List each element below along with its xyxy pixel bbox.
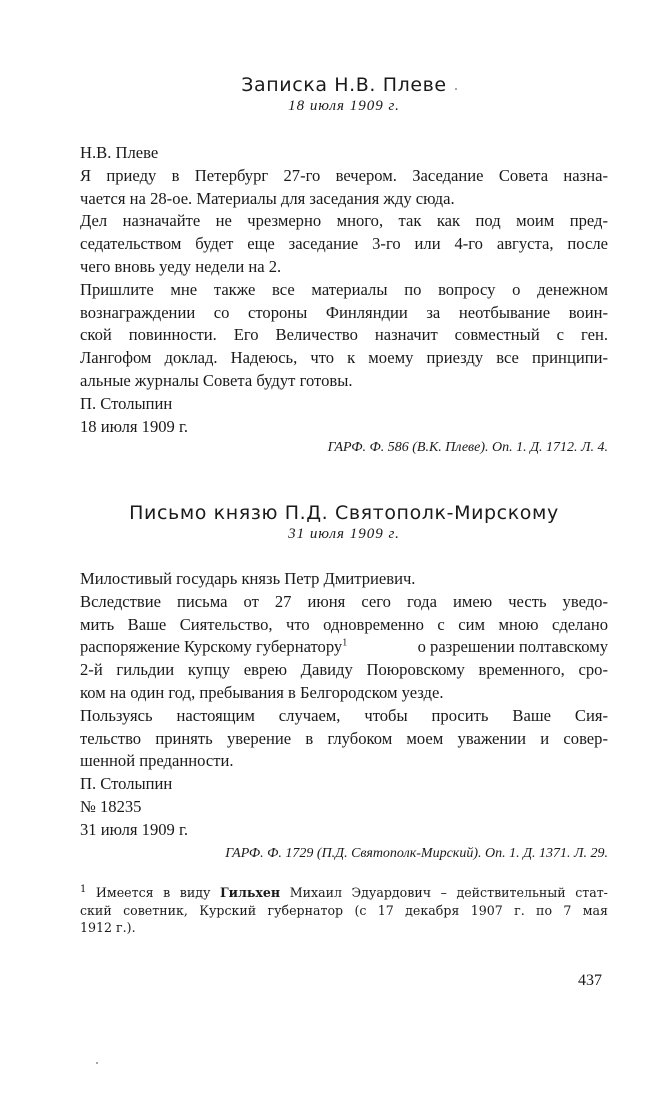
doc2-title: Письмо князю П.Д. Святополк-Мирскому (129, 502, 559, 524)
doc2-line-text: распоряжение Курскому губернатору (80, 637, 343, 657)
footnote-line (80, 884, 608, 902)
scan-speck (455, 88, 457, 90)
doc1-heading (80, 74, 608, 115)
doc2-line: мить Ваше Сиятельство, что одновременно с сим мною сделано (80, 614, 608, 634)
doc1-date: 18 июля 1909 г. (288, 98, 400, 114)
doc2-body (80, 568, 608, 842)
doc1-signature: П. Столыпин (80, 393, 173, 413)
doc1-sign-date: 18 июля 1909 г. (80, 416, 189, 436)
footnote-ref[interactable]: 1 (342, 637, 348, 649)
footnote-line: 1912 г.). (80, 920, 136, 935)
doc2-number: № 18235 (80, 796, 142, 816)
doc2-line-with-footnote (80, 636, 608, 659)
footnote-name: Гильхен (219, 885, 281, 900)
doc1-title: Записка Н.В. Плеве (241, 74, 447, 96)
doc1-addressee: Н.В. Плеве (80, 143, 159, 162)
doc1-source: ГАРФ. Ф. 586 (В.К. Плеве). Оп. 1. Д. 1712. Л. 4. (327, 440, 608, 455)
doc1-line: Я приеду в Петербург 27-го вечером. Заседание Совета назна- (80, 165, 608, 185)
doc2-line: тельство принять уверение в глубоком моем уважении и совер- (80, 728, 608, 748)
doc2-date: 31 июля 1909 г. (288, 526, 400, 542)
doc2-signature: П. Столыпин (80, 774, 173, 794)
doc2-line: ком на один год, пребывания в Белгородском уезде. (80, 682, 444, 702)
doc1-line: чается на 28-ое. Материалы для заседания жду сюда. (80, 188, 455, 208)
doc2-line: 2-й гильдии купцу еврею Давиду Поюровскому временного, сро- (80, 660, 608, 680)
doc2-source: ГАРФ. Ф. 1729 (П.Д. Святополк-Мирский). Оп. 1. Д. 1371. Л. 29. (225, 846, 608, 861)
scan-speck (96, 1062, 98, 1064)
footnote-mark: 1 (80, 883, 87, 895)
doc1-line: Дел назначайте не чрезмерно много, так как под моим пред- (80, 211, 608, 231)
doc2-line: шенной преданности. (80, 751, 234, 771)
doc1-line: Пришлите мне также все материалы по вопросу о денежном (80, 279, 608, 299)
footnote-line: ский советник, Курский губернатор (с 17 декабря 1907 г. по 7 мая (80, 902, 608, 918)
footnote (80, 884, 608, 937)
doc1-line: ской повинности. Его Величество назначит совместный с ген. (80, 325, 608, 345)
doc1-line: альные журналы Совета будут готовы. (80, 370, 353, 390)
doc1-line: седательством будет еще заседание 3-го или 4-го августа, после (80, 234, 608, 254)
doc2-line: Пользуясь настоящим случаем, чтобы просить Ваше Сия- (80, 705, 608, 725)
doc2-greeting: Милостивый государь князь Петр Дмитриевич. (80, 569, 416, 588)
footnote-text: Имеется в виду (95, 885, 211, 900)
footnote-text: Михаил Эдуардович – действительный стат- (289, 885, 608, 900)
page-number: 437 (578, 972, 602, 989)
doc1-line: вознаграждении со стороны Финляндии за неотбывание воин- (80, 302, 608, 322)
doc2-line-part: о разрешении полтавскому (417, 637, 608, 657)
doc2-line-part (80, 636, 347, 659)
doc2-line: Вследствие письма от 27 июня сего года имею честь уведо- (80, 591, 608, 611)
doc1-body (80, 142, 608, 438)
doc2-heading (80, 502, 608, 543)
doc2-sign-date: 31 июля 1909 г. (80, 819, 189, 839)
doc1-line: Лангофом доклад. Надеюсь, что к моему приезду все принципи- (80, 348, 608, 368)
doc1-line: чего вновь уеду недели на 2. (80, 256, 282, 276)
